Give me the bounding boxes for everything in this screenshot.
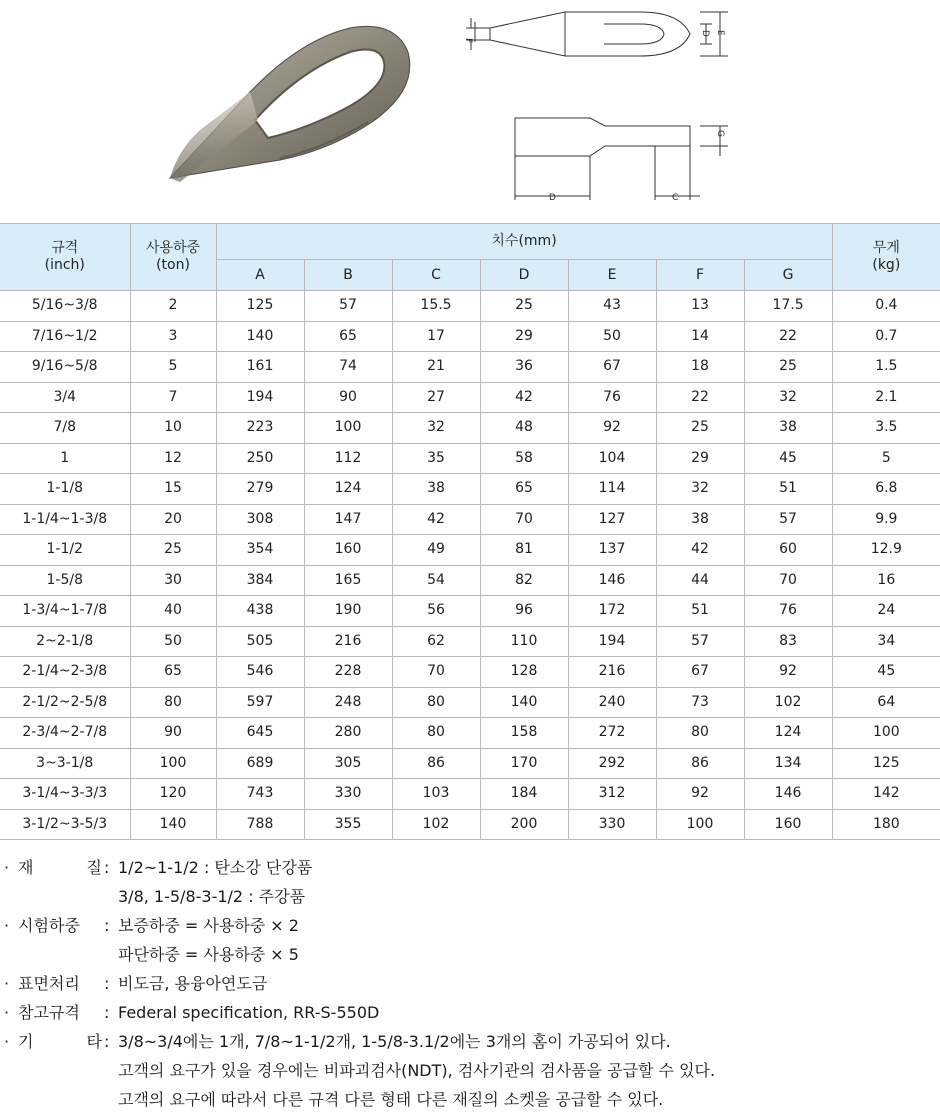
- cell-spec: 3~3-1/8: [0, 748, 130, 779]
- cell-load: 7: [130, 382, 216, 413]
- cell-a: 689: [216, 748, 304, 779]
- cell-e: 50: [568, 321, 656, 352]
- cell-load: 120: [130, 779, 216, 810]
- cell-weight: 12.9: [832, 535, 940, 566]
- table-row: [0, 596, 940, 627]
- cell-spec: 3/4: [0, 382, 130, 413]
- cell-g: 92: [744, 657, 832, 688]
- note-other-line-1: 3/8~3/4에는 1개, 7/8~1-1/2개, 1-5/8-3.1/2에는 3개의 홈이 가공되어 있다.: [118, 1032, 671, 1051]
- cell-a: 438: [216, 596, 304, 627]
- cell-e: 76: [568, 382, 656, 413]
- cell-c: 21: [392, 352, 480, 383]
- header-load: [130, 224, 216, 291]
- cell-f: 38: [656, 504, 744, 535]
- cell-f: 92: [656, 779, 744, 810]
- cell-weight: 16: [832, 565, 940, 596]
- cell-a: 223: [216, 413, 304, 444]
- cell-d: 25: [480, 291, 568, 322]
- cell-b: 248: [304, 687, 392, 718]
- cell-weight: 24: [832, 596, 940, 627]
- cell-spec: 3-1/4~3-3/3: [0, 779, 130, 810]
- cell-e: 292: [568, 748, 656, 779]
- note-material-line-1: 1/2~1-1/2 : 탄소강 단강품: [118, 858, 313, 877]
- cell-spec: 2-1/4~2-3/8: [0, 657, 130, 688]
- cell-weight: 34: [832, 626, 940, 657]
- note-bullet: ·: [4, 974, 10, 993]
- note-material-line-2: 3/8, 1-5/8-3-1/2 : 주강품: [118, 887, 306, 906]
- cell-c: 56: [392, 596, 480, 627]
- cell-spec: 2-3/4~2-7/8: [0, 718, 130, 749]
- cell-e: 114: [568, 474, 656, 505]
- cell-d: 158: [480, 718, 568, 749]
- cell-f: 73: [656, 687, 744, 718]
- cell-a: 597: [216, 687, 304, 718]
- cell-weight: 0.4: [832, 291, 940, 322]
- cell-c: 17: [392, 321, 480, 352]
- header-weight-label: 무게: [872, 240, 900, 256]
- cell-spec: 1-1/8: [0, 474, 130, 505]
- cell-b: 228: [304, 657, 392, 688]
- header-weight-unit: (kg): [872, 257, 901, 273]
- dim-label-e: E: [715, 30, 725, 36]
- note-other-label: [18, 1027, 102, 1056]
- cell-weight: 1.5: [832, 352, 940, 383]
- table-row: [0, 626, 940, 657]
- cell-g: 32: [744, 382, 832, 413]
- cell-g: 70: [744, 565, 832, 596]
- cell-e: 67: [568, 352, 656, 383]
- note-other: [0, 1027, 940, 1056]
- note-test-cont: [0, 940, 940, 969]
- cell-e: 194: [568, 626, 656, 657]
- cell-g: 102: [744, 687, 832, 718]
- header-col-d: D: [480, 260, 568, 291]
- table-row: [0, 443, 940, 474]
- cell-f: 25: [656, 413, 744, 444]
- label-part: 질: [86, 858, 102, 877]
- cell-c: 32: [392, 413, 480, 444]
- cell-f: 51: [656, 596, 744, 627]
- cell-spec: 9/16~5/8: [0, 352, 130, 383]
- cell-c: 103: [392, 779, 480, 810]
- cell-weight: 142: [832, 779, 940, 810]
- note-material-cont: [0, 882, 940, 911]
- cell-c: 80: [392, 718, 480, 749]
- spec-table: [0, 223, 940, 840]
- cell-g: 57: [744, 504, 832, 535]
- header-weight: [832, 224, 940, 291]
- note-test-line-2: 파단하중 = 사용하중 × 5: [118, 945, 299, 964]
- figure-area: [0, 0, 940, 222]
- cell-c: 102: [392, 809, 480, 840]
- cell-e: 92: [568, 413, 656, 444]
- table-row: [0, 504, 940, 535]
- cell-g: 51: [744, 474, 832, 505]
- header-col-c: C: [392, 260, 480, 291]
- table-row: [0, 809, 940, 840]
- cell-f: 14: [656, 321, 744, 352]
- cell-g: 60: [744, 535, 832, 566]
- cell-f: 80: [656, 718, 744, 749]
- cell-a: 645: [216, 718, 304, 749]
- cell-f: 32: [656, 474, 744, 505]
- cell-spec: 1: [0, 443, 130, 474]
- note-surface: [0, 969, 940, 998]
- cell-d: 82: [480, 565, 568, 596]
- cell-e: 127: [568, 504, 656, 535]
- note-reference-text: Federal specification, RR-S-550D: [118, 1003, 380, 1022]
- cell-a: 743: [216, 779, 304, 810]
- cell-spec: 1-3/4~1-7/8: [0, 596, 130, 627]
- cell-g: 76: [744, 596, 832, 627]
- table-row: [0, 291, 940, 322]
- header-load-unit: (ton): [156, 257, 190, 273]
- cell-d: 200: [480, 809, 568, 840]
- label-part: 타: [86, 1032, 102, 1051]
- cell-load: 100: [130, 748, 216, 779]
- notes-section: [0, 853, 940, 1114]
- cell-a: 308: [216, 504, 304, 535]
- cell-d: 36: [480, 352, 568, 383]
- cell-c: 38: [392, 474, 480, 505]
- table-row: [0, 687, 940, 718]
- cell-load: 25: [130, 535, 216, 566]
- cell-load: 10: [130, 413, 216, 444]
- table-row: [0, 352, 940, 383]
- cell-load: 12: [130, 443, 216, 474]
- cell-a: 354: [216, 535, 304, 566]
- cell-c: 49: [392, 535, 480, 566]
- cell-weight: 3.5: [832, 413, 940, 444]
- cell-c: 42: [392, 504, 480, 535]
- dim-label-f: F: [463, 38, 473, 44]
- top-view-drawing: [466, 12, 728, 56]
- cell-load: 40: [130, 596, 216, 627]
- cell-load: 140: [130, 809, 216, 840]
- cell-spec: 2~2-1/8: [0, 626, 130, 657]
- cell-e: 272: [568, 718, 656, 749]
- cell-f: 44: [656, 565, 744, 596]
- cell-a: 505: [216, 626, 304, 657]
- note-colon: :: [104, 974, 110, 993]
- note-other-cont-2: [0, 1085, 940, 1114]
- header-col-f: F: [656, 260, 744, 291]
- cell-b: 100: [304, 413, 392, 444]
- note-test-label: 시험하중: [18, 916, 80, 935]
- cell-b: 355: [304, 809, 392, 840]
- cell-f: 29: [656, 443, 744, 474]
- cell-d: 128: [480, 657, 568, 688]
- cell-f: 67: [656, 657, 744, 688]
- cell-g: 160: [744, 809, 832, 840]
- cell-a: 546: [216, 657, 304, 688]
- cell-b: 330: [304, 779, 392, 810]
- cell-b: 190: [304, 596, 392, 627]
- cell-b: 147: [304, 504, 392, 535]
- note-material-label: [18, 853, 102, 882]
- cell-weight: 2.1: [832, 382, 940, 413]
- cell-spec: 7/16~1/2: [0, 321, 130, 352]
- cell-weight: 0.7: [832, 321, 940, 352]
- table-row: [0, 748, 940, 779]
- note-reference-label: 참고규격: [18, 1003, 80, 1022]
- cell-spec: 7/8: [0, 413, 130, 444]
- cell-spec: 5/16~3/8: [0, 291, 130, 322]
- cell-load: 50: [130, 626, 216, 657]
- header-col-e: E: [568, 260, 656, 291]
- cell-g: 22: [744, 321, 832, 352]
- header-col-g: G: [744, 260, 832, 291]
- note-colon: :: [104, 1003, 110, 1022]
- cell-e: 240: [568, 687, 656, 718]
- note-reference: [0, 998, 940, 1027]
- table-row: [0, 535, 940, 566]
- cell-g: 146: [744, 779, 832, 810]
- cell-e: 146: [568, 565, 656, 596]
- cell-d: 65: [480, 474, 568, 505]
- note-test-load: [0, 911, 940, 940]
- note-other-line-2: 고객의 요구가 있을 경우에는 비파괴검사(NDT), 검사기관의 검사품을 공급할 수 있다.: [118, 1061, 716, 1080]
- cell-a: 384: [216, 565, 304, 596]
- table-row: [0, 321, 940, 352]
- cell-c: 80: [392, 687, 480, 718]
- cell-spec: 1-1/4~1-3/8: [0, 504, 130, 535]
- cell-b: 112: [304, 443, 392, 474]
- dim-label-top-d: D: [700, 30, 710, 37]
- cell-b: 90: [304, 382, 392, 413]
- cell-e: 137: [568, 535, 656, 566]
- header-col-b: B: [304, 260, 392, 291]
- note-material: [0, 853, 940, 882]
- cell-b: 74: [304, 352, 392, 383]
- cell-spec: 3-1/2~3-5/3: [0, 809, 130, 840]
- note-bullet: ·: [4, 1032, 10, 1051]
- note-test-line-1: 보증하중 = 사용하중 × 2: [118, 916, 299, 935]
- cell-weight: 45: [832, 657, 940, 688]
- cell-d: 48: [480, 413, 568, 444]
- header-col-a: A: [216, 260, 304, 291]
- note-bullet: ·: [4, 916, 10, 935]
- cell-load: 5: [130, 352, 216, 383]
- cell-d: 184: [480, 779, 568, 810]
- table-row: [0, 382, 940, 413]
- dim-label-c: C: [672, 193, 679, 203]
- table-row: [0, 779, 940, 810]
- note-other-line-3: 고객의 요구에 따라서 다른 규격 다른 형태 다른 재질의 소켓을 공급할 수 있다.: [118, 1090, 664, 1109]
- header-spec-unit: (inch): [44, 257, 85, 273]
- dim-label-g: G: [715, 130, 725, 137]
- header-spec: [0, 224, 130, 291]
- cell-f: 13: [656, 291, 744, 322]
- cell-c: 27: [392, 382, 480, 413]
- cell-e: 330: [568, 809, 656, 840]
- cell-g: 124: [744, 718, 832, 749]
- cell-a: 788: [216, 809, 304, 840]
- cell-spec: 1-5/8: [0, 565, 130, 596]
- cell-d: 58: [480, 443, 568, 474]
- cell-a: 194: [216, 382, 304, 413]
- cell-c: 54: [392, 565, 480, 596]
- cell-b: 160: [304, 535, 392, 566]
- cell-weight: 6.8: [832, 474, 940, 505]
- note-colon: :: [104, 858, 110, 877]
- cell-b: 124: [304, 474, 392, 505]
- spec-table-body: [0, 291, 940, 840]
- cell-load: 3: [130, 321, 216, 352]
- cell-a: 140: [216, 321, 304, 352]
- cell-b: 305: [304, 748, 392, 779]
- cell-d: 96: [480, 596, 568, 627]
- cell-a: 161: [216, 352, 304, 383]
- cell-b: 280: [304, 718, 392, 749]
- cell-d: 70: [480, 504, 568, 535]
- cell-f: 42: [656, 535, 744, 566]
- cell-load: 90: [130, 718, 216, 749]
- cell-b: 165: [304, 565, 392, 596]
- cell-d: 140: [480, 687, 568, 718]
- cell-e: 312: [568, 779, 656, 810]
- cell-d: 110: [480, 626, 568, 657]
- cell-g: 134: [744, 748, 832, 779]
- cell-g: 17.5: [744, 291, 832, 322]
- cell-weight: 64: [832, 687, 940, 718]
- cell-b: 216: [304, 626, 392, 657]
- cell-c: 62: [392, 626, 480, 657]
- cell-g: 38: [744, 413, 832, 444]
- cell-weight: 5: [832, 443, 940, 474]
- dim-label-bottom-d: D: [549, 193, 556, 203]
- table-row: [0, 474, 940, 505]
- note-other-cont-1: [0, 1056, 940, 1085]
- note-bullet: ·: [4, 858, 10, 877]
- cell-f: 86: [656, 748, 744, 779]
- cell-weight: 9.9: [832, 504, 940, 535]
- cell-spec: 2-1/2~2-5/8: [0, 687, 130, 718]
- note-surface-label: 표면처리: [18, 974, 80, 993]
- cell-f: 100: [656, 809, 744, 840]
- cell-load: 30: [130, 565, 216, 596]
- cell-d: 42: [480, 382, 568, 413]
- product-figures: [0, 0, 940, 222]
- cell-d: 170: [480, 748, 568, 779]
- socket-photo: [170, 26, 410, 182]
- cell-weight: 180: [832, 809, 940, 840]
- cell-e: 43: [568, 291, 656, 322]
- cell-g: 45: [744, 443, 832, 474]
- cell-c: 35: [392, 443, 480, 474]
- cell-b: 57: [304, 291, 392, 322]
- label-part: 재: [18, 858, 34, 877]
- cell-weight: 125: [832, 748, 940, 779]
- cell-a: 250: [216, 443, 304, 474]
- cell-g: 25: [744, 352, 832, 383]
- note-colon: :: [104, 1032, 110, 1051]
- note-surface-text: 비도금, 용융아연도금: [118, 974, 268, 993]
- cell-e: 172: [568, 596, 656, 627]
- cell-load: 20: [130, 504, 216, 535]
- header-spec-label: 규격: [51, 240, 79, 256]
- cell-a: 125: [216, 291, 304, 322]
- cell-b: 65: [304, 321, 392, 352]
- cell-load: 65: [130, 657, 216, 688]
- cell-d: 29: [480, 321, 568, 352]
- cell-c: 15.5: [392, 291, 480, 322]
- cell-a: 279: [216, 474, 304, 505]
- cell-d: 81: [480, 535, 568, 566]
- note-colon: :: [104, 916, 110, 935]
- header-dimensions: 치수(mm): [216, 224, 832, 260]
- cell-g: 83: [744, 626, 832, 657]
- cell-c: 70: [392, 657, 480, 688]
- label-part: 기: [18, 1032, 34, 1051]
- note-bullet: ·: [4, 1003, 10, 1022]
- cell-load: 15: [130, 474, 216, 505]
- table-row: [0, 565, 940, 596]
- cell-f: 18: [656, 352, 744, 383]
- cell-c: 86: [392, 748, 480, 779]
- table-row: [0, 413, 940, 444]
- header-load-label: 사용하중: [145, 240, 201, 256]
- cell-weight: 100: [832, 718, 940, 749]
- cell-f: 57: [656, 626, 744, 657]
- table-row: [0, 718, 940, 749]
- cell-load: 2: [130, 291, 216, 322]
- cell-spec: 1-1/2: [0, 535, 130, 566]
- table-row: [0, 657, 940, 688]
- cell-e: 216: [568, 657, 656, 688]
- side-view-drawing: [515, 118, 728, 200]
- cell-load: 80: [130, 687, 216, 718]
- cell-e: 104: [568, 443, 656, 474]
- cell-f: 22: [656, 382, 744, 413]
